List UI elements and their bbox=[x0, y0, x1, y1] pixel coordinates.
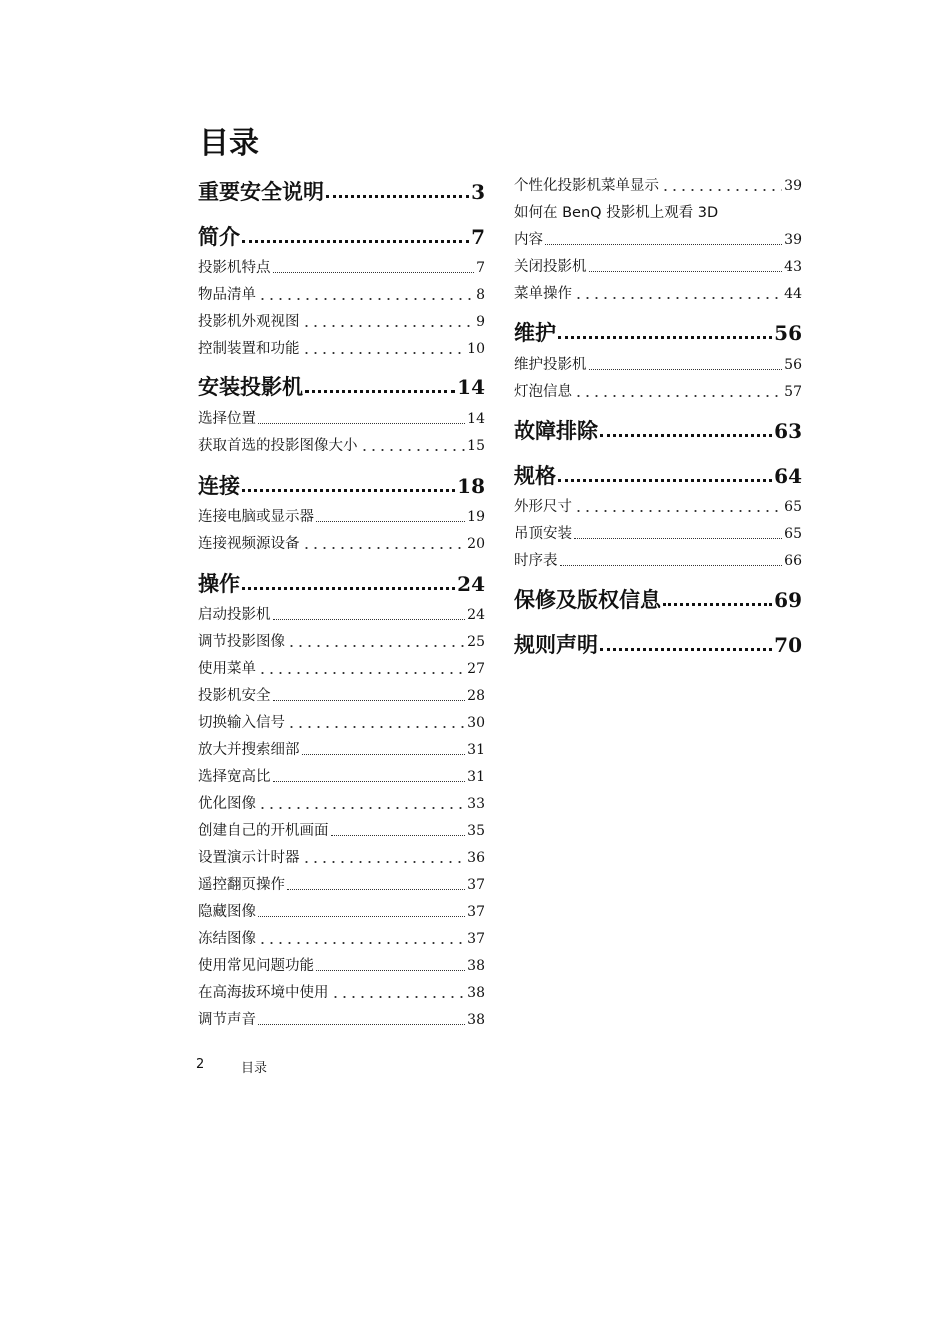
toc-chapter[interactable] bbox=[198, 176, 485, 206]
dot-leader bbox=[242, 587, 455, 590]
footer-page-number: 2 bbox=[196, 1057, 205, 1072]
toc-entry-label: 调节声音 bbox=[198, 1012, 256, 1028]
toc-entry-label: 关闭投影机 bbox=[514, 259, 587, 275]
toc-page-number: 39 bbox=[784, 232, 802, 248]
dot-leader bbox=[545, 244, 782, 245]
dot-leader bbox=[258, 298, 474, 300]
toc-page-number: 43 bbox=[784, 259, 802, 275]
toc-page-number: 38 bbox=[467, 958, 485, 974]
dot-leader bbox=[558, 336, 772, 339]
dot-leader bbox=[574, 395, 782, 397]
toc-entry-label: 选择宽高比 bbox=[198, 769, 271, 785]
dot-leader bbox=[258, 807, 465, 809]
toc-page-number: 7 bbox=[476, 260, 485, 276]
toc-entry[interactable] bbox=[514, 380, 802, 402]
dot-leader bbox=[331, 835, 466, 836]
dot-leader bbox=[360, 449, 466, 451]
dot-leader bbox=[242, 240, 469, 243]
toc-entry[interactable] bbox=[198, 630, 485, 652]
toc-entry-label: 设置演示计时器 bbox=[198, 850, 300, 866]
dot-leader bbox=[558, 479, 772, 482]
toc-entry-label: 灯泡信息 bbox=[514, 384, 572, 400]
toc-page-number: 28 bbox=[467, 688, 485, 704]
dot-leader bbox=[316, 970, 465, 971]
toc-entry[interactable] bbox=[514, 549, 802, 571]
toc-chapter-title: 保修及版权信息 bbox=[514, 588, 661, 612]
toc-entry[interactable] bbox=[198, 900, 485, 922]
dot-leader bbox=[574, 510, 782, 512]
toc-entry[interactable] bbox=[198, 819, 485, 841]
toc-entry[interactable] bbox=[198, 434, 485, 456]
toc-entry-label: 放大并搜索细部 bbox=[198, 742, 300, 758]
dot-leader bbox=[589, 369, 783, 370]
toc-entry[interactable] bbox=[198, 792, 485, 814]
toc-entry[interactable] bbox=[198, 505, 485, 527]
toc-entry[interactable] bbox=[514, 353, 802, 375]
toc-page-number: 3 bbox=[471, 180, 485, 204]
toc-entry[interactable] bbox=[514, 282, 802, 304]
toc-chapter[interactable] bbox=[198, 470, 485, 500]
toc-entry[interactable] bbox=[198, 711, 485, 733]
dot-leader bbox=[600, 648, 772, 651]
toc-page-number: 31 bbox=[467, 769, 485, 785]
toc-page-number: 37 bbox=[467, 877, 485, 893]
dot-leader bbox=[302, 325, 475, 327]
toc-entry-label: 投影机安全 bbox=[198, 688, 271, 704]
toc-entry[interactable] bbox=[198, 603, 485, 625]
dot-leader bbox=[258, 942, 465, 944]
toc-page-number: 33 bbox=[467, 796, 485, 812]
toc-page-number: 39 bbox=[784, 178, 802, 194]
page-title: 目录 bbox=[199, 126, 259, 161]
toc-entry[interactable] bbox=[514, 495, 802, 517]
toc-page-number: 57 bbox=[784, 384, 802, 400]
toc-entry-label: 选择位置 bbox=[198, 411, 256, 427]
toc-entry-label[interactable]: 如何在 BenQ 投影机上观看 3D bbox=[514, 205, 719, 221]
toc-page-number: 63 bbox=[774, 419, 802, 443]
toc-chapter-title: 规则声明 bbox=[514, 633, 598, 657]
toc-page-number: 30 bbox=[467, 715, 485, 731]
dot-leader bbox=[258, 916, 465, 917]
toc-chapter-title: 操作 bbox=[198, 572, 240, 596]
toc-chapter-title: 规格 bbox=[514, 464, 556, 488]
toc-entry-label: 冻结图像 bbox=[198, 931, 256, 947]
toc-page-number: 25 bbox=[467, 634, 485, 650]
dot-leader bbox=[258, 1024, 465, 1025]
toc-chapter[interactable] bbox=[514, 415, 802, 445]
dot-leader bbox=[663, 603, 772, 606]
toc-entry[interactable] bbox=[514, 255, 802, 277]
toc-entry-label: 投影机特点 bbox=[198, 260, 271, 276]
dot-leader bbox=[287, 889, 465, 890]
toc-entry-label: 优化图像 bbox=[198, 796, 256, 812]
toc-entry-label: 吊顶安装 bbox=[514, 526, 572, 542]
dot-leader bbox=[574, 538, 782, 539]
toc-page-number: 64 bbox=[774, 464, 802, 488]
toc-page-number: 35 bbox=[467, 823, 485, 839]
toc-chapter-title: 维护 bbox=[514, 321, 556, 345]
dot-leader bbox=[661, 189, 782, 191]
toc-entry-label: 切换输入信号 bbox=[198, 715, 285, 731]
toc-page-number: 10 bbox=[467, 341, 485, 357]
toc-chapter[interactable] bbox=[514, 460, 802, 490]
dot-leader bbox=[273, 272, 475, 273]
toc-entry-label: 投影机外观视图 bbox=[198, 314, 300, 330]
toc-page-number: 56 bbox=[784, 357, 802, 373]
toc-entry[interactable] bbox=[514, 174, 802, 196]
toc-page-number: 37 bbox=[467, 931, 485, 947]
toc-entry-label: 菜单操作 bbox=[514, 286, 572, 302]
toc-page-number: 70 bbox=[774, 633, 802, 657]
toc-entry[interactable] bbox=[198, 954, 485, 976]
toc-entry-label: 隐藏图像 bbox=[198, 904, 256, 920]
toc-entry-label: 在高海拔环境中使用 bbox=[198, 985, 329, 1001]
toc-entry[interactable] bbox=[198, 283, 485, 305]
toc-chapter-title: 连接 bbox=[198, 474, 240, 498]
toc-entry-label: 维护投影机 bbox=[514, 357, 587, 373]
toc-entry[interactable] bbox=[198, 684, 485, 706]
dot-leader bbox=[574, 297, 782, 299]
toc-page-number: 18 bbox=[457, 474, 485, 498]
toc-chapter[interactable] bbox=[198, 568, 485, 598]
dot-leader bbox=[305, 390, 455, 393]
toc-entry-label: 启动投影机 bbox=[198, 607, 271, 623]
dot-leader bbox=[316, 521, 465, 522]
toc-page-number: 14 bbox=[457, 375, 485, 399]
toc-entry[interactable] bbox=[198, 407, 485, 429]
toc-entry-label: 外形尺寸 bbox=[514, 499, 572, 515]
toc-page-number: 19 bbox=[467, 509, 485, 525]
toc-page-number: 69 bbox=[774, 588, 802, 612]
toc-entry-label: 创建自己的开机画面 bbox=[198, 823, 329, 839]
toc-page-number: 36 bbox=[467, 850, 485, 866]
toc-entry-label: 控制装置和功能 bbox=[198, 341, 300, 357]
toc-entry-label: 调节投影图像 bbox=[198, 634, 285, 650]
toc-page-number: 20 bbox=[467, 536, 485, 552]
toc-entry[interactable] bbox=[198, 1008, 485, 1030]
toc-entry-label: 获取首选的投影图像大小 bbox=[198, 438, 358, 454]
toc-entry[interactable] bbox=[198, 256, 485, 278]
toc-entry[interactable] bbox=[198, 873, 485, 895]
toc-entry[interactable] bbox=[198, 310, 485, 332]
toc-entry-label: 内容 bbox=[514, 232, 543, 248]
toc-entry[interactable] bbox=[198, 657, 485, 679]
dot-leader bbox=[273, 619, 466, 620]
toc-page-number: 15 bbox=[467, 438, 485, 454]
toc-entry[interactable] bbox=[198, 532, 485, 554]
toc-chapter[interactable] bbox=[514, 629, 802, 659]
dot-leader bbox=[242, 489, 455, 492]
page-footer bbox=[196, 1057, 267, 1076]
toc-chapter-title: 安装投影机 bbox=[198, 375, 303, 399]
toc-page-number: 31 bbox=[467, 742, 485, 758]
toc-entry[interactable] bbox=[514, 228, 802, 250]
toc-page-number: 38 bbox=[467, 985, 485, 1001]
dot-leader bbox=[302, 352, 466, 354]
toc-page-number: 44 bbox=[784, 286, 802, 302]
footer-section-title: 目录 bbox=[241, 1061, 268, 1076]
toc-page-number: 66 bbox=[784, 553, 802, 569]
dot-leader bbox=[287, 726, 465, 728]
toc-page-number: 37 bbox=[467, 904, 485, 920]
toc-chapter[interactable] bbox=[198, 371, 485, 401]
toc-entry[interactable] bbox=[198, 846, 485, 868]
toc-chapter[interactable] bbox=[198, 221, 485, 251]
dot-leader bbox=[331, 996, 466, 998]
dot-leader bbox=[302, 861, 466, 863]
toc-page-number: 38 bbox=[467, 1012, 485, 1028]
toc-page-number: 7 bbox=[471, 225, 485, 249]
toc-entry[interactable] bbox=[198, 738, 485, 760]
dot-leader bbox=[258, 672, 465, 674]
toc-chapter-title: 故障排除 bbox=[514, 419, 598, 443]
dot-leader bbox=[287, 645, 465, 647]
toc-entry[interactable] bbox=[198, 927, 485, 949]
toc-entry-label: 个性化投影机菜单显示 bbox=[514, 178, 659, 194]
dot-leader bbox=[326, 195, 469, 198]
toc-page-number: 8 bbox=[476, 287, 485, 303]
dot-leader bbox=[600, 434, 772, 437]
toc-page-number: 24 bbox=[467, 607, 485, 623]
dot-leader bbox=[273, 700, 466, 701]
dot-leader bbox=[589, 271, 783, 272]
toc-page-number: 65 bbox=[784, 526, 802, 542]
toc-entry[interactable] bbox=[514, 522, 802, 544]
toc-page-number: 65 bbox=[784, 499, 802, 515]
toc-entry-label: 时序表 bbox=[514, 553, 558, 569]
toc-entry-label: 遥控翻页操作 bbox=[198, 877, 285, 893]
toc-entry[interactable] bbox=[198, 337, 485, 359]
toc-page-number: 27 bbox=[467, 661, 485, 677]
toc-entry[interactable] bbox=[198, 765, 485, 787]
dot-leader bbox=[560, 565, 783, 566]
toc-page-number: 14 bbox=[467, 411, 485, 427]
toc-page-number: 9 bbox=[476, 314, 485, 330]
toc-entry-label: 连接视频源设备 bbox=[198, 536, 300, 552]
toc-page-number: 56 bbox=[774, 321, 802, 345]
dot-leader bbox=[302, 754, 466, 755]
toc-entry[interactable] bbox=[198, 981, 485, 1003]
toc-chapter-title: 简介 bbox=[198, 225, 240, 249]
dot-leader bbox=[302, 547, 466, 549]
toc-chapter[interactable] bbox=[514, 584, 802, 614]
toc-page-number: 24 bbox=[457, 572, 485, 596]
dot-leader bbox=[258, 423, 465, 424]
toc-chapter[interactable] bbox=[514, 317, 802, 347]
toc-entry-label: 使用常见问题功能 bbox=[198, 958, 314, 974]
toc-entry-label: 使用菜单 bbox=[198, 661, 256, 677]
toc-chapter-title: 重要安全说明 bbox=[198, 180, 324, 204]
toc-entry-label: 连接电脑或显示器 bbox=[198, 509, 314, 525]
toc-entry-label: 物品清单 bbox=[198, 287, 256, 303]
dot-leader bbox=[273, 781, 466, 782]
